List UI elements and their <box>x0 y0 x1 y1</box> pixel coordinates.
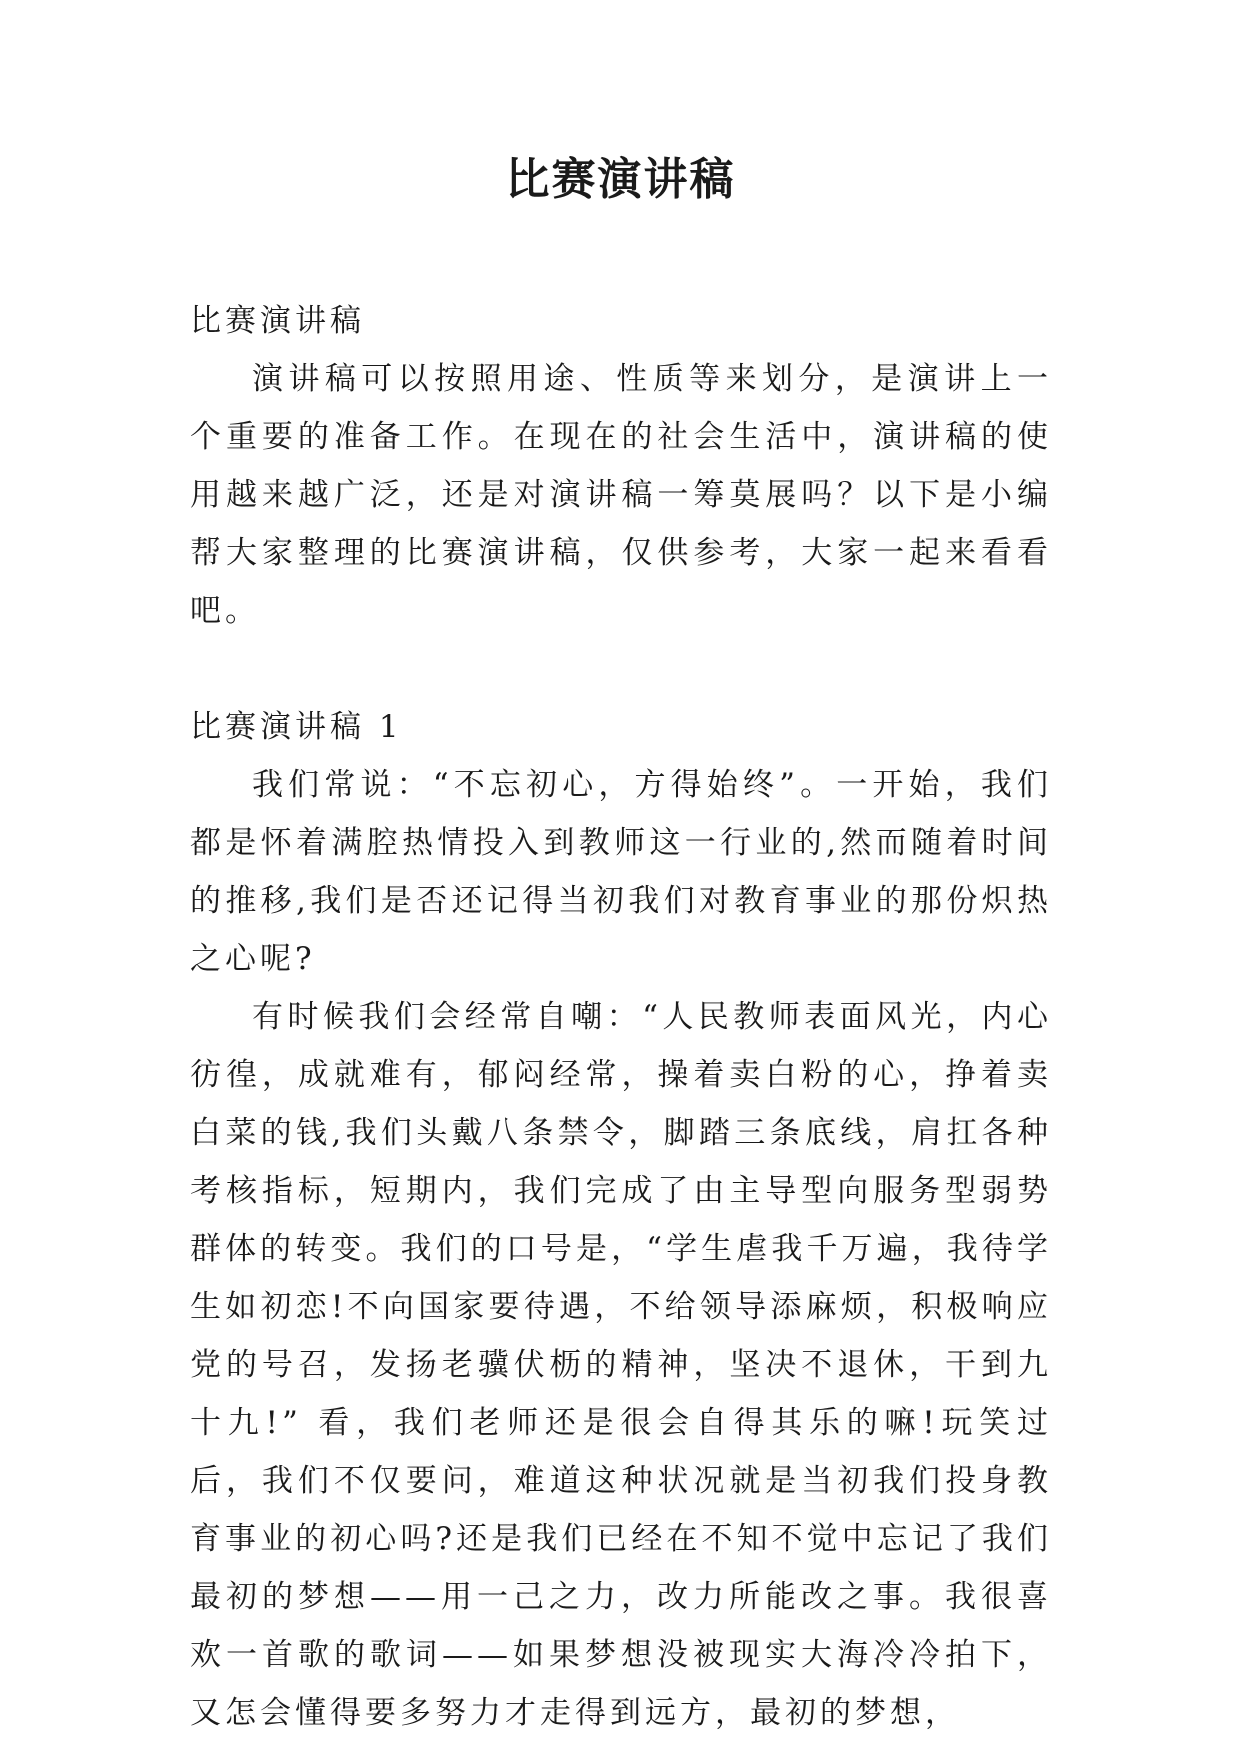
paragraph-gap <box>190 640 1052 698</box>
intro-paragraph: 演讲稿可以按照用途、性质等来划分，是演讲上一个重要的准备工作。在现在的社会生活中，演讲稿的使用越来越广泛，还是对演讲稿一筹莫展吗？以下是小编帮大家整理的比赛演讲稿，仅供参考，大家一起来看看吧。 <box>190 361 1052 629</box>
intro-heading: 比赛演讲稿 <box>190 303 365 339</box>
section-paragraph: 我们常说：“不忘初心，方得始终”。一开始，我们都是怀着满腔热情投入到教师这一行业的,然而随着时间的推移,我们是否还记得当初我们对教育事业的那份炽热之心呢? <box>190 767 1052 977</box>
section-paragraph: 有时候我们会经常自嘲：“人民教师表面风光，内心彷徨，成就难有，郁闷经常，操着卖白粉的心，挣着卖白菜的钱,我们头戴八条禁令，脚踏三条底线，肩扛各种考核指标，短期内，我们完成了由主导型向服务型弱势群体的转变。我们的口号是，“学生虐我千万遍，我待学生如初恋!不向国家要待遇，不给领导添麻烦，积极响应党的号召，发扬老骥伏枥的精神，坚决不退休，干到九十九!” 看，我们老师还是很会自得其乐的嘛!玩笑过后，我们不仅要问，难道这种状况就是当初我们投身教育事业的初心吗?还是我们已经在不知不觉中忘记了我们最初的梦想——用一己之力，改力所能改之事。我很喜欢一首歌的歌词——如果梦想没被现实大海冷冷拍下，又怎会懂得要多努力才走得到远方，最初的梦想， <box>190 999 1052 1731</box>
document-title: 比赛演讲稿 <box>505 154 736 205</box>
section-heading: 比赛演讲稿 1 <box>190 709 403 745</box>
document-body <box>190 292 1052 1742</box>
